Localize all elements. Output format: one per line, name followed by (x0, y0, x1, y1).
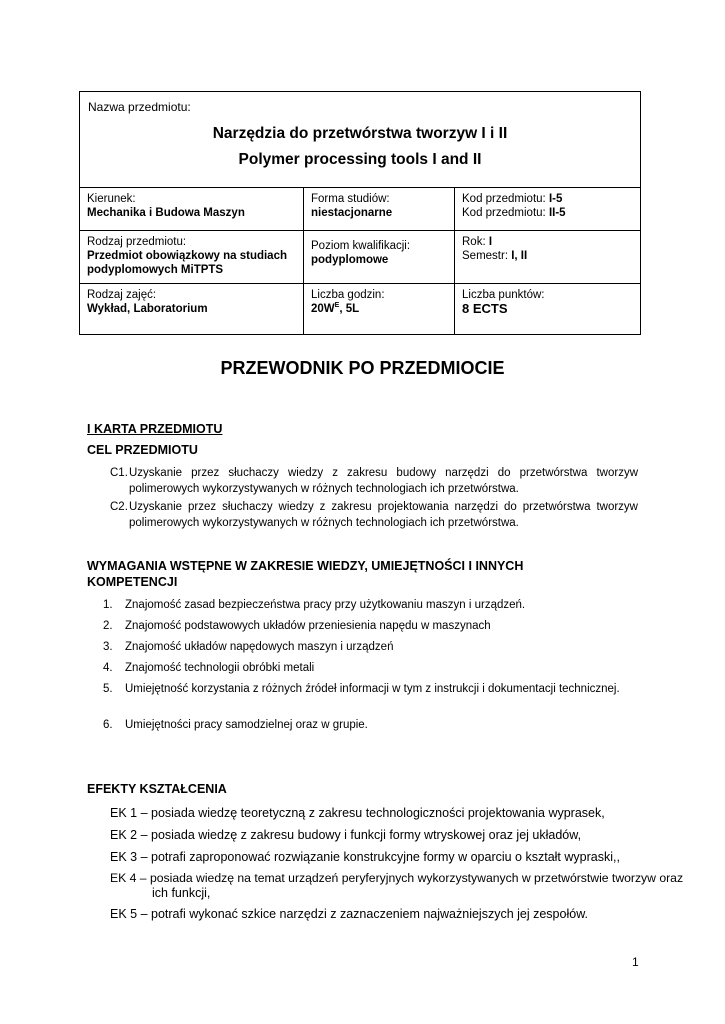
list-item-number: 3. (103, 641, 113, 653)
cell-poziom (303, 231, 454, 283)
godzin-sup: E (334, 302, 340, 309)
ek-2: EK 2 – posiada wiedzę z zakresu budowy i funkcji formy wtryskowej oraz jej układów, (110, 828, 582, 842)
main-title: PRZEWODNIK PO PRZEDMIOCIE (220, 358, 505, 378)
table-row-kierunek (80, 188, 640, 230)
rok-label: Rok: (462, 236, 489, 248)
cel-c1 (110, 465, 638, 497)
godzin-label: Liczba godzin: (311, 289, 385, 301)
wymagania-heading-line1: WYMAGANIA WSTĘPNE W ZAKRESIE WIEDZY, UMIEJĘTNOŚCI I INNYCH (87, 559, 524, 573)
page-number: 1 (632, 955, 639, 969)
cell-forma (303, 188, 454, 230)
cell-zajecia (80, 284, 303, 334)
list-item-text: Znajomość zasad bezpieczeństwa pracy przy użytkowaniu maszyn i urządzeń. (125, 599, 526, 611)
cell-kod (454, 188, 640, 230)
rok-value: I (488, 236, 493, 248)
karta-heading: I KARTA PRZEDMIOTU (87, 422, 223, 436)
ek-1: EK 1 – posiada wiedzę teoretyczną z zakresu technologiczności projektowania wyprasek, (110, 806, 605, 820)
semestr-value: I, II (511, 250, 528, 262)
cell-kierunek (80, 188, 303, 230)
list-item-number: 5. (103, 683, 113, 695)
punktow-label: Liczba punktów: (462, 289, 545, 301)
kod1-label: Kod przedmiotu: (462, 193, 549, 205)
list-item-number: 2. (103, 620, 113, 632)
wymagania-heading-line2: KOMPETENCJI (87, 575, 178, 589)
course-name-row (80, 92, 640, 187)
course-info-table (79, 91, 641, 335)
cell-rok (454, 231, 640, 283)
c2-text: Uzyskanie przez słuchaczy wiedzy z zakresu projektowania narzędzi do przetwórstwa tworzyw polimerowych wykorzystywanych w różnych technologiach ich przetwórstwa. (129, 501, 638, 529)
list-item-number: 6. (103, 719, 113, 731)
semestr-label: Semestr: (462, 250, 512, 262)
kod2-label: Kod przedmiotu: (462, 207, 549, 219)
forma-label: Forma studiów: (311, 193, 390, 205)
zajecia-label: Rodzaj zajęć: (87, 289, 157, 301)
forma-value: niestacjonarne (311, 207, 393, 219)
rok-line (462, 235, 633, 249)
c1-label: C1. (110, 467, 128, 479)
list-item-text: Znajomość podstawowych układów przeniesienia napędu w maszynach (125, 620, 491, 632)
ek-5: EK 5 – potrafi wykonać szkice narzędzi z zaznaczeniem najważniejszych jej zespołów. (110, 907, 589, 921)
kod2-value: II-5 (548, 207, 566, 219)
table-row-zajecia (80, 284, 640, 334)
ek-4-line2: ich funkcji, (152, 886, 211, 900)
table-row-rodzaj (80, 231, 640, 283)
poziom-label: Poziom kwalifikacji: (311, 240, 411, 252)
list-item-text: Umiejętności pracy samodzielnej oraz w grupie. (125, 719, 368, 731)
c2-label: C2. (110, 501, 128, 513)
cell-godzin (303, 284, 454, 334)
ek-4-line1: EK 4 – posiada wiedzę na temat urządzeń peryferyjnych wykorzystywanych w przetwórstwie tworzyw oraz (110, 871, 684, 885)
kierunek-value: Mechanika i Budowa Maszyn (87, 207, 245, 219)
kod-line-1 (462, 192, 633, 206)
kod-line-2 (462, 206, 633, 220)
list-item-text: Umiejętność korzystania z różnych źródeł informacji w tym z instrukcji i dokumentacji technicznej. (125, 683, 620, 695)
list-item-number: 1. (103, 599, 113, 611)
godzin-value-a: 20W (311, 303, 335, 315)
list-item-text: Znajomość technologii obróbki metali (125, 662, 315, 674)
course-title-polish: Narzędzia do przetwórstwa tworzyw I i II (212, 125, 508, 142)
godzin-value (311, 302, 447, 316)
kod1-value: I-5 (548, 193, 563, 205)
list-item-number: 4. (103, 662, 113, 674)
zajecia-value: Wykład, Laboratorium (87, 303, 208, 315)
poziom-value: podyplomowe (311, 254, 389, 266)
cell-rodzaj (80, 231, 303, 283)
semestr-line (462, 249, 633, 263)
godzin-value-b: , 5L (339, 303, 360, 315)
ek-3: EK 3 – potrafi zaproponować rozwiązanie konstrukcyjne formy w oparciu o kształt wypraski,, (110, 850, 620, 864)
kierunek-label: Kierunek: (87, 193, 136, 205)
course-name-label: Nazwa przedmiotu: (88, 100, 191, 114)
punktow-value: 8 ECTS (462, 301, 508, 316)
cel-c2 (110, 499, 638, 531)
efekty-heading: EFEKTY KSZTAŁCENIA (87, 782, 227, 796)
course-title-english: Polymer processing tools I and II (238, 151, 482, 168)
list-item-text: Znajomość układów napędowych maszyn i urządzeń (125, 641, 394, 653)
rodzaj-label: Rodzaj przedmiotu: (87, 236, 187, 248)
cel-heading: CEL PRZEDMIOTU (87, 443, 198, 457)
rodzaj-value: Przedmiot obowiązkowy na studiach podyplomowych MiTPTS (87, 250, 288, 276)
cell-punktow (454, 284, 640, 334)
c1-text: Uzyskanie przez słuchaczy wiedzy z zakresu budowy narzędzi do przetwórstwa tworzyw polimerowych wykorzystywanych w różnych technologiach ich przetwórstwa. (129, 467, 638, 495)
